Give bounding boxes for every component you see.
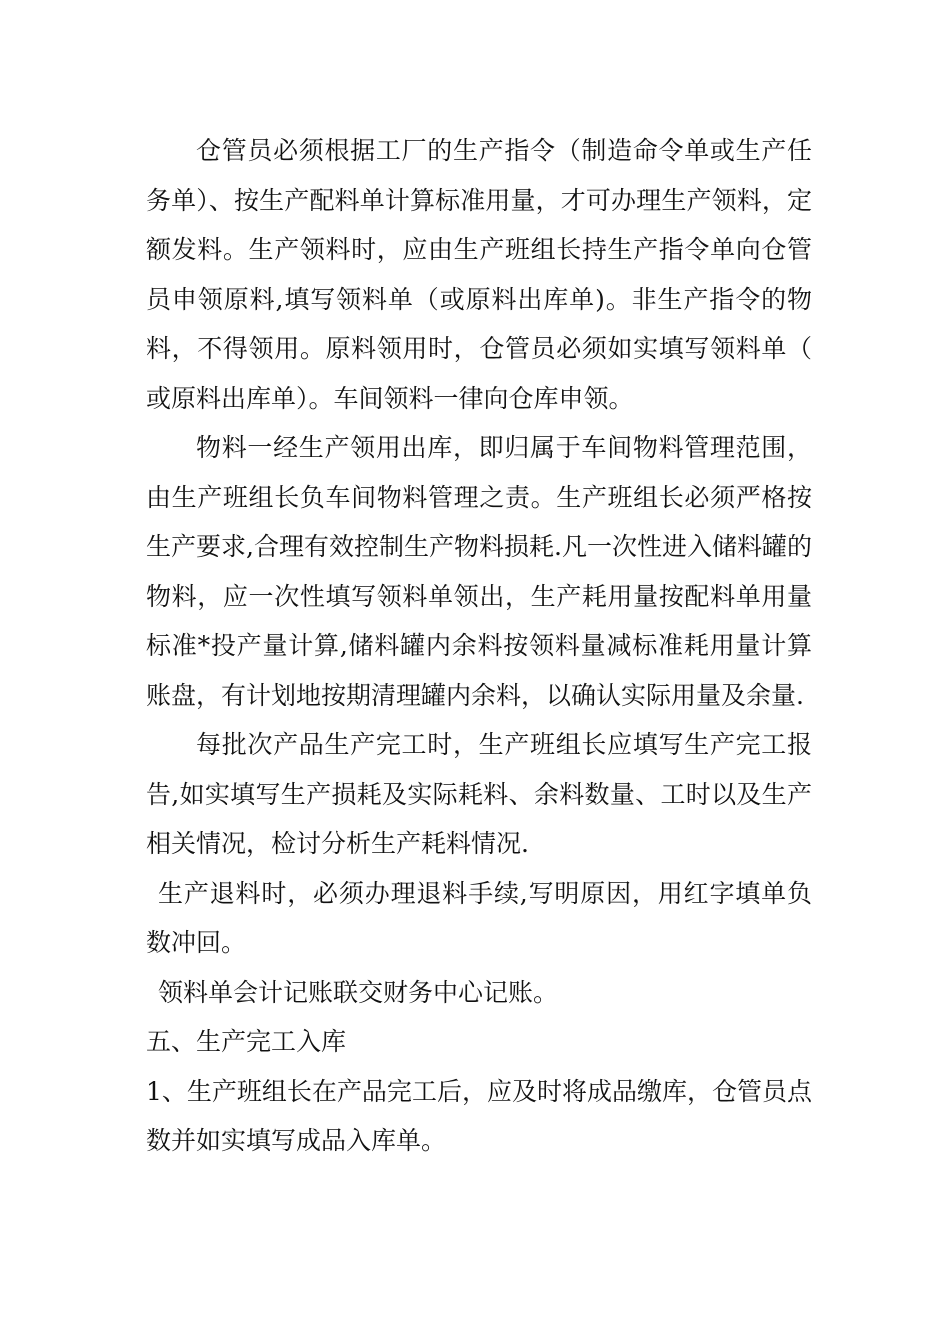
paragraph-accounting-copy: 领料单会计记账联交财务中心记账。: [158, 977, 559, 1007]
paragraph-finished-goods-receipt: 1、生产班组长在产品完工后，应及时将成品缴库，仓管员点数并如实填写成品入库单。: [146, 1076, 812, 1155]
document-body: [146, 126, 812, 1166]
paragraph-material-return: 生产退料时，必须办理退料手续,写明原因，用红字填单负数冲回。: [146, 878, 812, 957]
paragraph-material-requisition: 仓管员必须根据工厂的生产指令（制造命令单或生产任务单）、按生产配料单计算标准用量，才可办理生产领料，定额发料。生产领料时，应由生产班组长持生产指令单向仓管员申领原料,填写领料单（或原料出库单)。非生产指令的物料，不得领用。原料领用时，仓管员必须如实填写领料单（或原料出库单）。车间领料一律向仓库申领。: [146, 136, 812, 413]
paragraph-workshop-material-management: 物料一经生产领用出库，即归属于车间物料管理范围，由生产班组长负车间物料管理之责。生产班组长必须严格按生产要求,合理有效控制生产物料损耗.凡一次性进入储料罐的物料，应一次性填写领料单领出，生产耗用量按配料单用量标准*投产量计算,储料罐内余料按领料量减标准耗用量计算账盘，有计划地按期清理罐内余料，以确认实际用量及余量.: [146, 433, 812, 710]
section-heading-completion-warehousing: 五、生产完工入库: [146, 1027, 347, 1056]
paragraph-completion-report: 每批次产品生产完工时，生产班组长应填写生产完工报告,如实填写生产损耗及实际耗料、余料数量、工时以及生产相关情况，检讨分析生产耗料情况.: [146, 730, 812, 858]
